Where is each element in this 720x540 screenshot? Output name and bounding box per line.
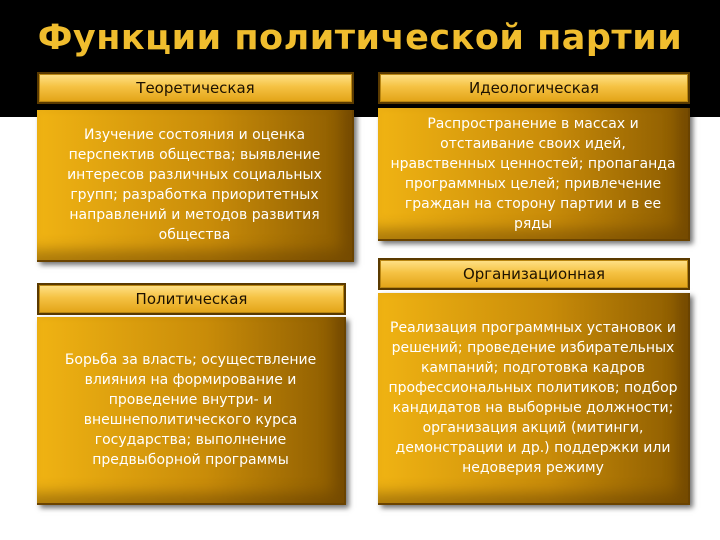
- political-header: Политическая: [37, 283, 346, 315]
- organizational-header: Организационная: [378, 258, 690, 290]
- organizational-text: Реализация программных установок и решений; проведение избирательных кампаний; подготовка кадров профессиональных политиков; подбор кандидатов на выборные должности; организация акций (митинги, демонстрации и др.) поддержки или недоверия режиму: [388, 320, 678, 476]
- ideological-header: Идеологическая: [378, 72, 690, 104]
- political-text: Борьба за власть; осуществление влияния на формирование и проведение внутри- и внешнеполитического курса государства; выполнение предвыборной программы: [64, 352, 317, 468]
- theoretical-box: [37, 110, 354, 262]
- ideological-text: Распространение в массах и отстаивание своих идей, нравственных ценностей; пропаганда программных целей; привлечение граждан на сторону партии и в ее ряды: [390, 115, 676, 232]
- political-box: [37, 317, 346, 505]
- ideological-box: [378, 108, 690, 241]
- page-title: Функции политической партии: [37, 18, 683, 58]
- theoretical-text: Изучение состояния и оценка перспектив общества; выявление интересов различных социальных групп; разработка приоритетных направлений и методов развития общества: [67, 127, 322, 243]
- organizational-box: [378, 293, 690, 505]
- theoretical-header: Теоретическая: [37, 72, 354, 104]
